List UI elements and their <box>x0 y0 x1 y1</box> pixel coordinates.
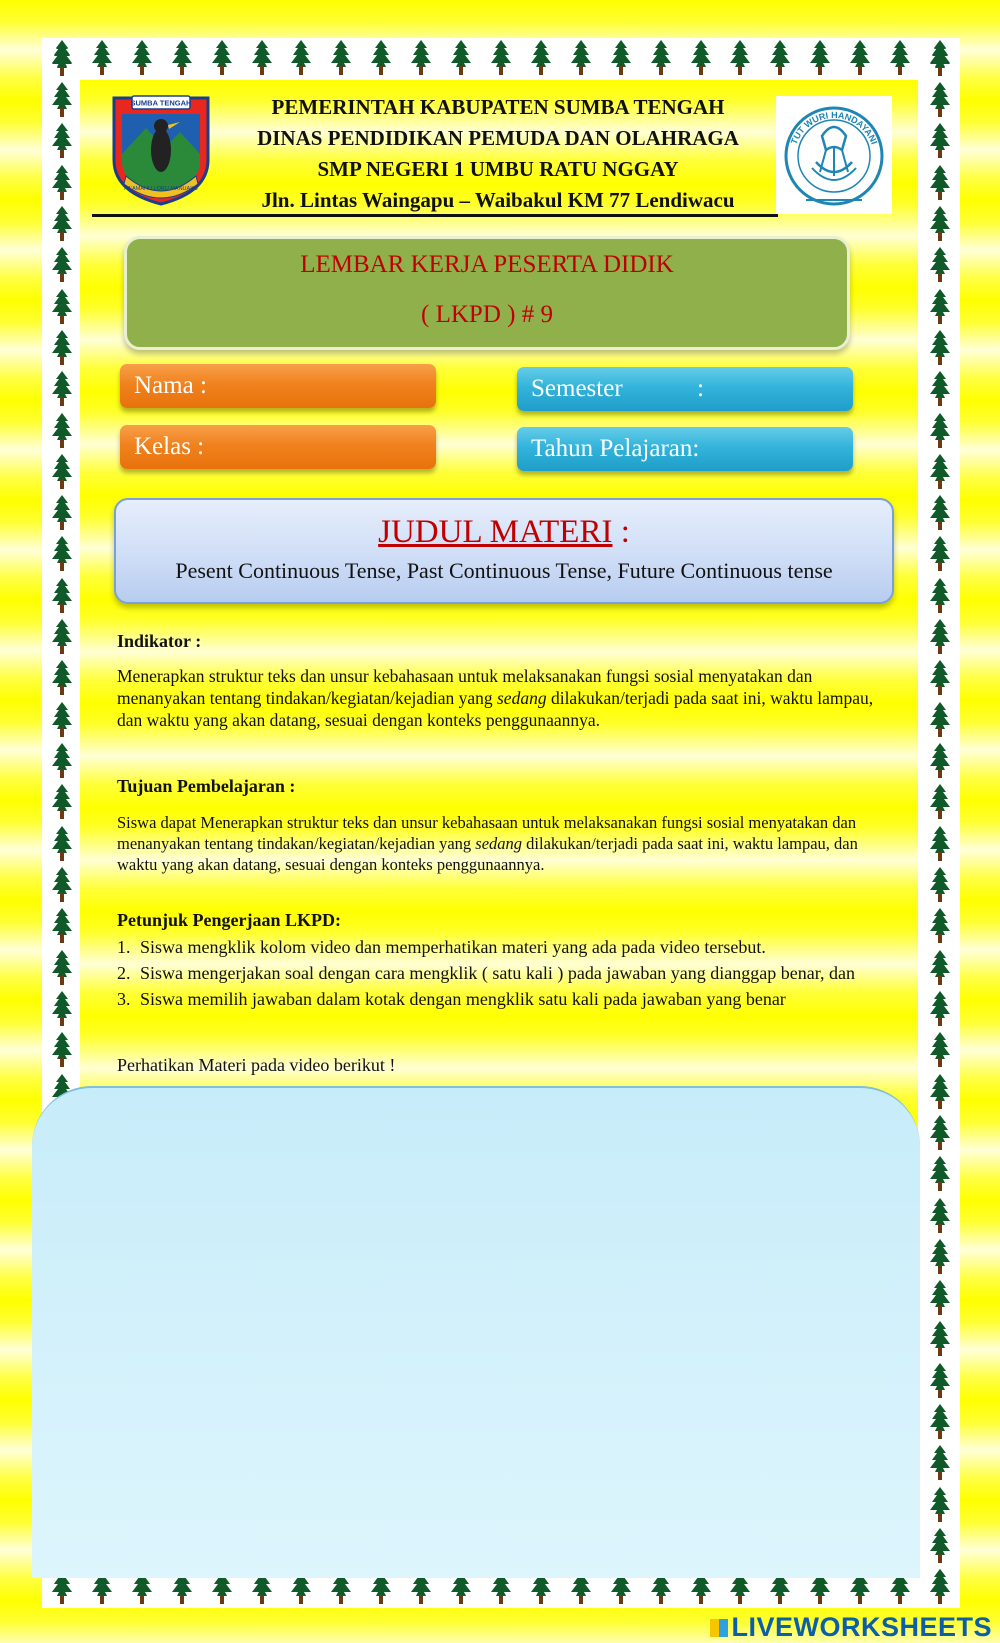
topic-subtitle: Pesent Continuous Tense, Past Continuous Tense, Future Continuous tense <box>175 558 833 583</box>
emblem-top-text: SUMBA TENGAH <box>130 98 192 108</box>
tree-icon <box>489 40 513 76</box>
tree-icon <box>928 1363 952 1399</box>
tree-icon <box>928 1239 952 1275</box>
tree-icon <box>50 289 74 325</box>
tree-icon <box>848 40 872 76</box>
topic-heading-text: JUDUL MATERI <box>378 514 613 550</box>
tree-icon <box>50 619 74 655</box>
tujuan-text-b: dilakukan/terjadi pada saat ini, waktu lampau, dan waktu yang akan datang, sesuai dengan konteks penggunaannya. <box>117 834 858 874</box>
tree-icon <box>449 40 473 76</box>
petunjuk-heading: Petunjuk Pengerjaan LKPD: <box>117 910 341 930</box>
tahun-pelajaran-field[interactable] <box>517 427 853 471</box>
watermark-text: LIVEWORKSHEETS <box>731 1612 992 1642</box>
tree-icon <box>329 40 353 76</box>
tree-icon <box>50 908 74 944</box>
tree-icon <box>50 578 74 614</box>
tree-icon <box>928 660 952 696</box>
tree-icon <box>50 660 74 696</box>
tree-icon <box>50 784 74 820</box>
indikator-text <box>117 665 877 731</box>
semester-colon: : <box>697 375 704 402</box>
indikator-heading: Indikator : <box>117 631 202 651</box>
nama-label: Nama : <box>134 372 207 399</box>
tree-icon <box>808 40 832 76</box>
tree-icon <box>649 40 673 76</box>
tree-icon <box>289 40 313 76</box>
topic-heading <box>116 514 892 551</box>
nama-field[interactable] <box>120 364 436 408</box>
tree-icon <box>90 40 114 76</box>
video-instruction: Perhatikan Materi pada video berikut ! <box>117 1055 396 1075</box>
topic-box <box>114 498 894 604</box>
tree-icon <box>768 40 792 76</box>
tree-icon <box>928 1445 952 1481</box>
tree-icon <box>928 413 952 449</box>
tree-icon <box>50 495 74 531</box>
tree-icon <box>50 247 74 283</box>
tree-icon <box>130 40 154 76</box>
tree-icon <box>928 1404 952 1440</box>
tree-icon <box>928 1321 952 1357</box>
tree-icon <box>689 40 713 76</box>
tree-icon <box>928 289 952 325</box>
tree-icon <box>928 82 952 118</box>
list-item-text: Siswa mengklik kolom video dan memperhatikan materi yang ada pada video tersebut. <box>140 937 766 957</box>
tujuan-text-a: Siswa dapat Menerapkan struktur teks dan unsur kebahasaan untuk melaksanakan fungsi sosial menyatakan dan menanyakan tentang tindakan/kegiatan/kejadian yang <box>117 813 857 853</box>
worksheet-title: LEMBAR KERJA PESERTA DIDIK <box>300 251 674 278</box>
tree-icon <box>50 165 74 201</box>
tut-wuri-handayani-logo <box>776 96 892 214</box>
tree-icon <box>409 40 433 76</box>
list-item <box>117 960 877 986</box>
list-item-number: 3. <box>117 989 131 1009</box>
tree-icon <box>928 784 952 820</box>
tree-icon <box>928 702 952 738</box>
tree-icon <box>728 40 752 76</box>
list-item <box>117 934 877 960</box>
tree-icon <box>928 41 952 77</box>
tree-icon <box>928 454 952 490</box>
list-item-number: 2. <box>117 963 131 983</box>
tree-icon <box>928 1074 952 1110</box>
tree-icon <box>50 330 74 366</box>
kelas-label: Kelas : <box>134 433 205 460</box>
tree-icon <box>928 619 952 655</box>
tree-icon <box>928 1528 952 1564</box>
tree-icon <box>928 495 952 531</box>
tree-icon <box>888 40 912 76</box>
petunjuk-list <box>117 934 877 1012</box>
worksheet-number: ( LKPD ) # 9 <box>421 301 553 328</box>
tree-icon <box>928 1198 952 1234</box>
tree-icon <box>50 123 74 159</box>
tree-icon <box>529 40 553 76</box>
tree-icon <box>50 206 74 242</box>
tree-icon <box>210 40 234 76</box>
tree-icon <box>928 1569 952 1605</box>
tree-icon <box>50 702 74 738</box>
tree-icon <box>928 165 952 201</box>
list-item-text: Siswa mengerjakan soal dengan cara mengklik ( satu kali ) pada jawaban yang dianggap benar, dan <box>140 963 856 983</box>
indikator-text-emphasis: sedang <box>497 688 547 708</box>
tree-icon <box>928 743 952 779</box>
letterhead-address: Jln. Lintas Waingapu – Waibakul KM 77 Lendiwacu <box>261 188 735 212</box>
tree-icon <box>928 1156 952 1192</box>
tree-icon <box>928 826 952 862</box>
tree-icon <box>928 950 952 986</box>
kelas-field[interactable] <box>120 425 436 469</box>
tahun-pelajaran-label: Tahun Pelajaran: <box>531 435 700 462</box>
tree-icon <box>928 247 952 283</box>
emblem-motto-text: PA'AMAHU LORU MANUAKU <box>124 186 198 192</box>
video-area[interactable] <box>32 1086 920 1578</box>
tree-icon <box>369 40 393 76</box>
tree-icon <box>50 950 74 986</box>
tree-icon <box>170 40 194 76</box>
tree-icon <box>50 536 74 572</box>
indikator-text-b: dilakukan/terjadi pada saat ini, waktu lampau, dan waktu yang akan datang, sesuai dengan konteks penggunaannya. <box>117 688 874 730</box>
tree-icon <box>50 743 74 779</box>
tujuan-text-emphasis: sedang <box>475 834 523 853</box>
tree-icon <box>928 1487 952 1523</box>
tree-icon <box>50 454 74 490</box>
liveworksheets-watermark <box>710 1612 992 1643</box>
logo-motto-text: TUT WURI HANDAYANI <box>788 109 880 146</box>
tree-icon <box>928 371 952 407</box>
tree-icon <box>250 40 274 76</box>
tree-icon <box>50 413 74 449</box>
list-item <box>117 986 877 1012</box>
list-item-text: Siswa memilih jawaban dalam kotak dengan mengklik satu kali pada jawaban yang benar <box>140 989 786 1009</box>
worksheet-title-box <box>124 236 850 350</box>
tree-icon <box>50 41 74 77</box>
tree-icon <box>50 82 74 118</box>
tree-icon <box>50 991 74 1027</box>
letterhead-department: DINAS PENDIDIKAN PEMUDA DAN OLAHRAGA <box>257 126 739 150</box>
tree-icon <box>928 1280 952 1316</box>
tree-icon <box>928 330 952 366</box>
tree-icon <box>609 40 633 76</box>
letterhead-government: PEMERINTAH KABUPATEN SUMBA TENGAH <box>271 95 725 119</box>
tree-border-right <box>920 38 960 1608</box>
indikator-text-a: Menerapkan struktur teks dan unsur kebahasaan untuk melaksanakan fungsi sosial menyatakan dan menanyakan tentang tindakan/kegiatan/kejadian yang <box>117 666 813 708</box>
tree-icon <box>928 536 952 572</box>
tree-icon <box>50 826 74 862</box>
tree-icon <box>50 867 74 903</box>
tujuan-text <box>117 812 877 875</box>
tree-icon <box>928 867 952 903</box>
topic-heading-colon: : <box>612 514 630 550</box>
letterhead <box>218 92 778 216</box>
tree-icon <box>928 123 952 159</box>
tree-border-top <box>42 38 960 78</box>
tree-icon <box>50 1032 74 1068</box>
list-item-number: 1. <box>117 937 131 957</box>
tree-icon <box>928 206 952 242</box>
tree-icon <box>928 1115 952 1151</box>
semester-field[interactable] <box>517 367 853 411</box>
semester-label: Semester <box>531 375 623 402</box>
letterhead-divider <box>92 214 778 217</box>
tree-icon <box>928 991 952 1027</box>
tujuan-heading: Tujuan Pembelajaran : <box>117 776 296 796</box>
tree-icon <box>928 578 952 614</box>
tree-icon <box>569 40 593 76</box>
tree-icon <box>928 908 952 944</box>
tree-icon <box>928 1032 952 1068</box>
tree-icon <box>50 371 74 407</box>
liveworksheets-logo-icon <box>710 1619 728 1637</box>
regency-emblem-logo <box>106 92 216 207</box>
letterhead-school: SMP NEGERI 1 UMBU RATU NGGAY <box>317 157 679 181</box>
